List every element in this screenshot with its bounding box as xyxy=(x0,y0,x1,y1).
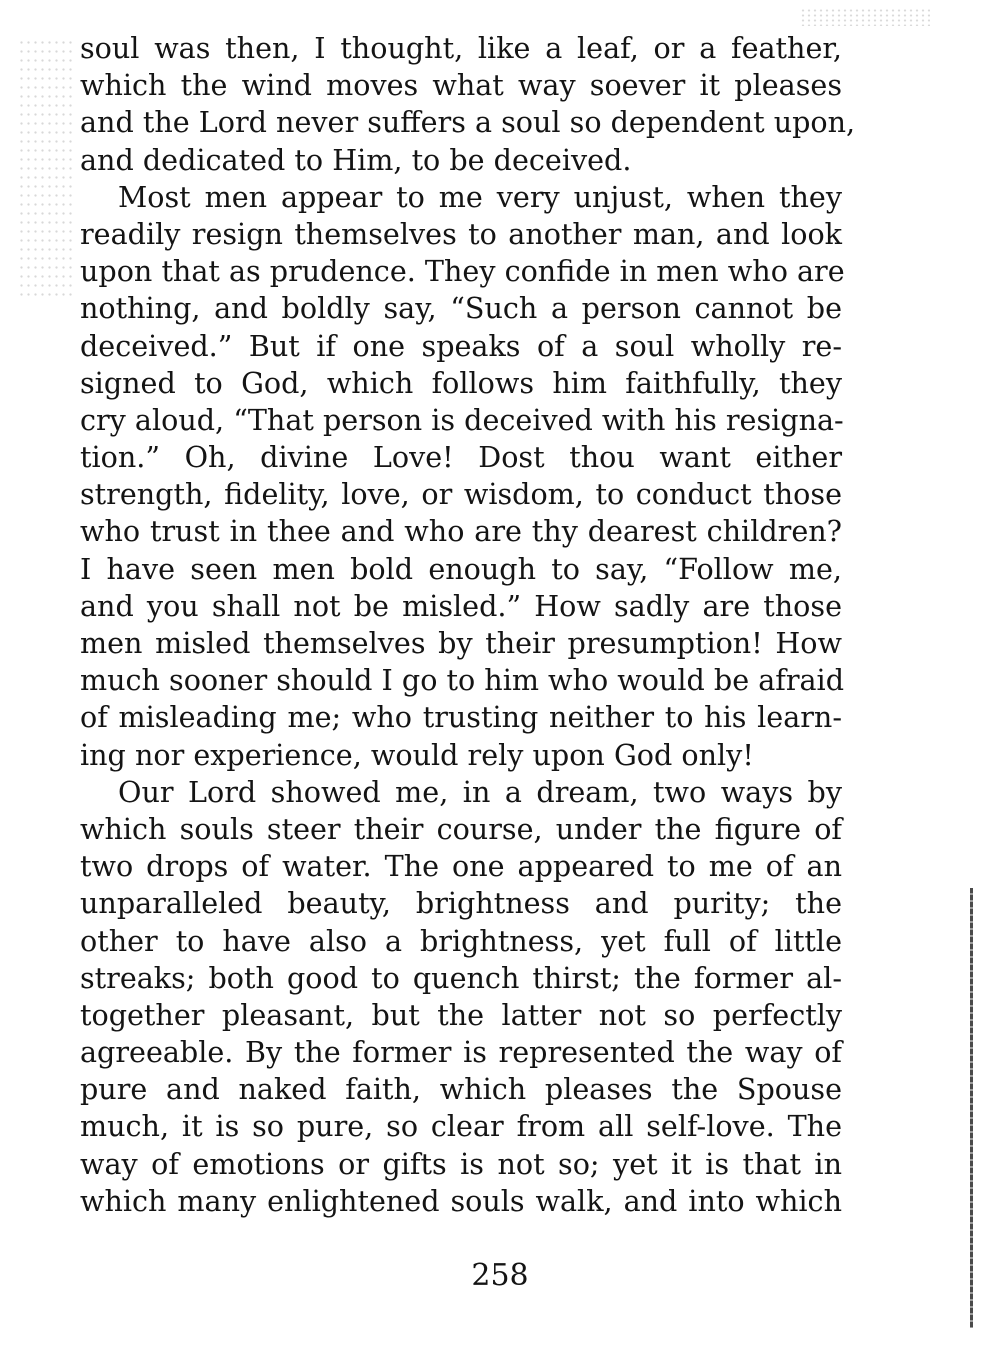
text-line: strength, fidelity, love, or wisdom, to conduct those xyxy=(80,477,842,512)
text-line: Most men appear to me very unjust, when they xyxy=(118,179,842,214)
text-line: together pleasant, but the latter not so perfectly xyxy=(80,997,842,1032)
text-line: and you shall not be misled.” How sadly are those xyxy=(80,588,842,623)
text-line: which souls steer their course, under the figure of xyxy=(80,811,842,846)
text-line: I have seen men bold enough to say, “Follow me, xyxy=(80,551,842,586)
text-line: which the wind moves what way soever it pleases xyxy=(80,68,842,103)
text-line: much sooner should I go to him who would be afraid xyxy=(80,663,845,698)
text-line: and the Lord never suffers a soul so dependent upon, xyxy=(80,105,856,140)
text-line: unparalleled beauty, brightness and purity; the xyxy=(80,886,842,921)
scan-artifact-left-margin xyxy=(18,38,74,298)
text-line: of misleading me; who trusting neither to his learn- xyxy=(80,700,842,735)
scan-artifact-top xyxy=(800,8,930,26)
text-line: signed to God, which follows him faithfully, they xyxy=(80,365,842,400)
text-line: and dedicated to Him, to be deceived. xyxy=(80,142,632,177)
text-line: pure and naked faith, which pleases the Spouse xyxy=(80,1072,842,1107)
text-line: cry aloud, “That person is deceived with his resigna- xyxy=(80,402,844,437)
text-line: readily resign themselves to another man, and look xyxy=(80,216,842,251)
text-line: other to have also a brightness, yet full of little xyxy=(80,923,842,958)
text-line: way of emotions or gifts is not so; yet it is that in xyxy=(80,1146,842,1181)
text-line: who trust in thee and who are thy dearest children? xyxy=(80,514,842,549)
text-line: two drops of water. The one appeared to me of an xyxy=(80,849,842,884)
body-text xyxy=(80,30,856,1220)
text-line: tion.” Oh, divine Love! Dost thou want either xyxy=(80,440,842,475)
text-line: agreeable. By the former is represented the way of xyxy=(80,1035,842,1070)
text-line: nothing, and boldly say, “Such a person cannot be xyxy=(80,291,842,326)
text-line: soul was then, I thought, like a leaf, or a feather, xyxy=(80,31,842,65)
text-line: deceived.” But if one speaks of a soul wholly re- xyxy=(80,328,842,363)
page-number: 258 xyxy=(471,1258,529,1293)
text-line: upon that as prudence. They confide in men who are xyxy=(80,254,845,289)
text-line: men misled themselves by their presumption! How xyxy=(80,626,842,660)
text-line: ing nor experience, would rely upon God only! xyxy=(80,737,754,772)
text-line: which many enlightened souls walk, and into which xyxy=(80,1183,842,1218)
text-line: streaks; both good to quench thirst; the former al- xyxy=(80,960,842,995)
text-line: Our Lord showed me, in a dream, two ways by xyxy=(118,774,842,809)
text-line: much, it is so pure, so clear from all self-love. The xyxy=(80,1109,842,1144)
